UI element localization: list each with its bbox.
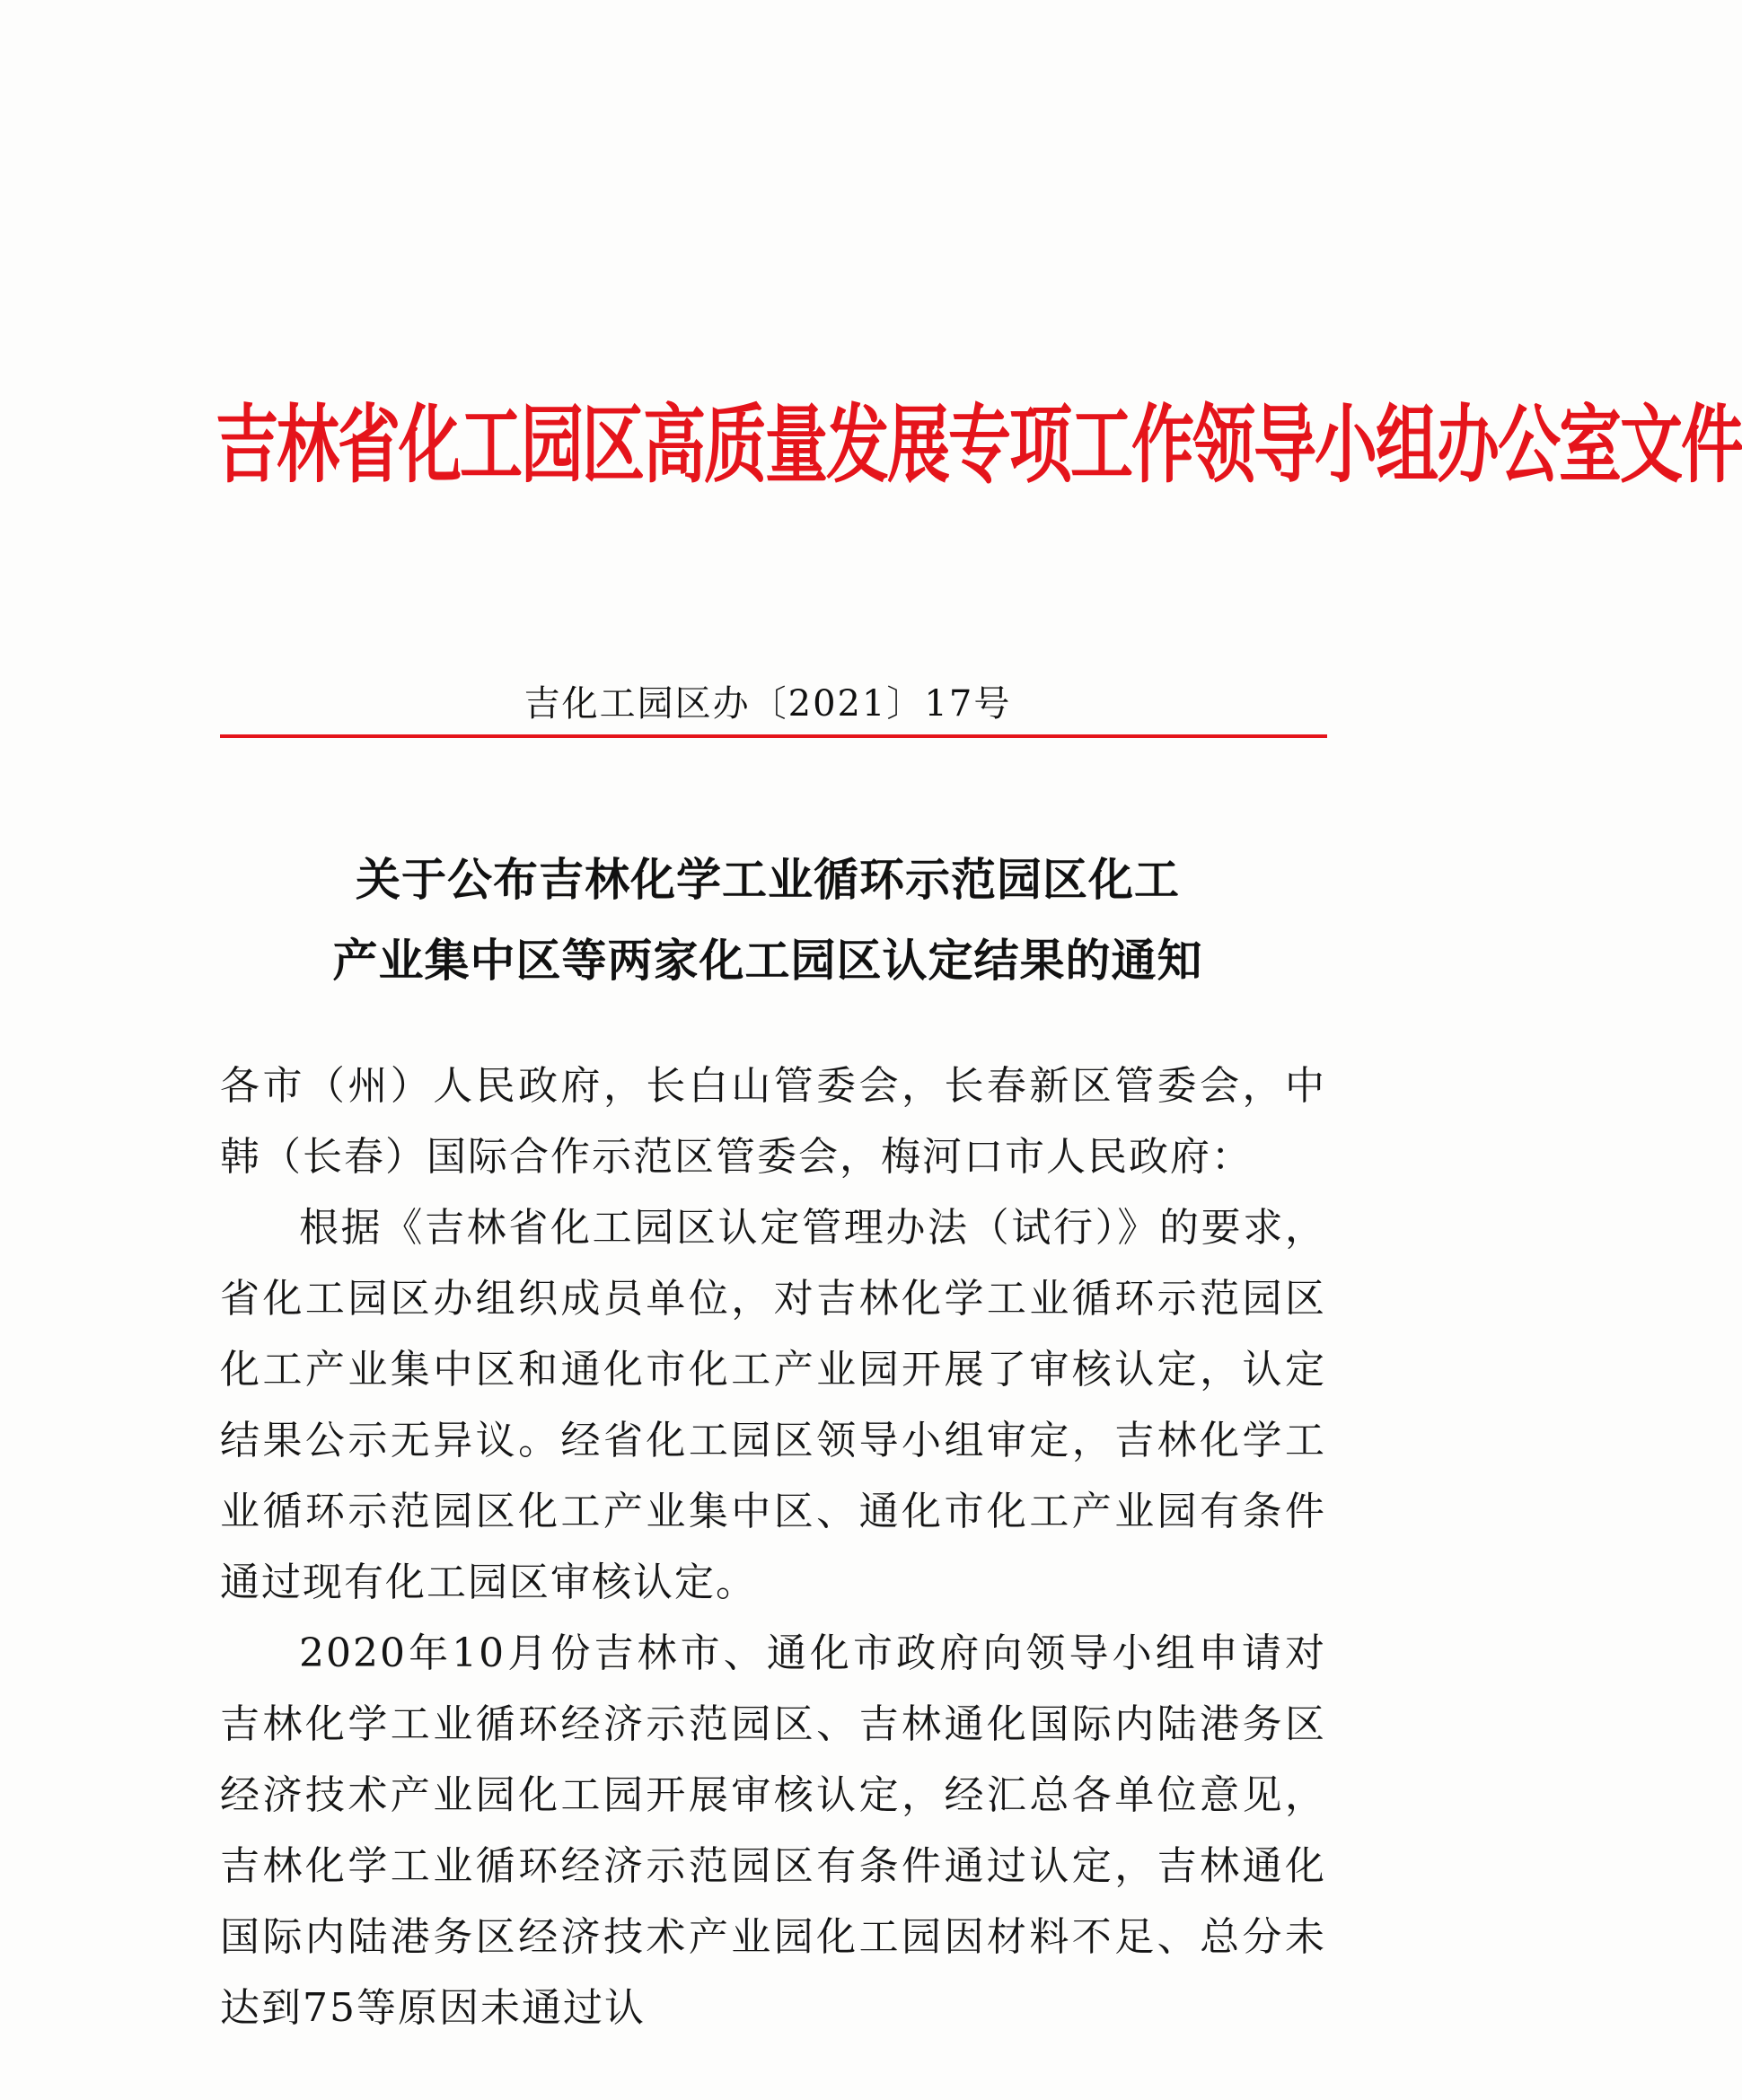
notice-title-line-1: 关于公布吉林化学工业循环示范园区化工 <box>356 854 1180 906</box>
notice-body <box>220 1050 1326 2043</box>
body-paragraph-2: 2020年10月份吉林市、通化市政府向领导小组申请对吉林化学工业循环经济示范园区、吉林通化国际内陆港务区经济技术产业园化工园开展审核认定，经汇总各单位意见，吉林化学工业循环经济示范园区有条件通过认定，吉林通化国际内陆港务区经济技术产业园化工园因材料不足、总分未达到75等原因未通过认 <box>220 1630 1326 2031</box>
document-number: 吉化工园区办〔2021〕17号 <box>523 683 1012 725</box>
notice-title-line-2: 产业集中区等两家化工园区认定结果的通知 <box>332 935 1203 987</box>
notice-title <box>216 839 1320 1001</box>
issuing-authority-header: 吉林省化工园区高质量发展专项工作领导小组办公室文件 <box>216 395 1742 495</box>
addressee-line: 各市（州）人民政府，长白山管委会，长春新区管委会，中韩（长春）国际合作示范区管委会，梅河口市人民政府： <box>220 1063 1326 1180</box>
body-paragraph-1: 根据《吉林省化工园区认定管理办法（试行）》的要求，省化工园区办组织成员单位，对吉林化学工业循环示范园区化工产业集中区和通化市化工产业园开展了审核认定，认定结果公示无异议。经省化工园区领导小组审定，吉林化学工业循环示范园区化工产业集中区、通化市化工产业园有条件通过现有化工园区审核认定。 <box>220 1205 1326 1605</box>
red-separator-line <box>220 734 1327 738</box>
